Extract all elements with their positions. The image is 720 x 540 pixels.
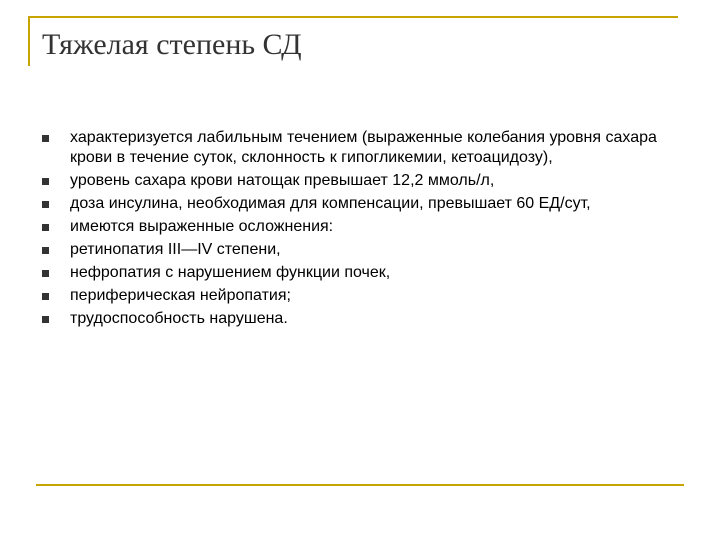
bullet-text: уровень сахара крови натощак превышает 12,2 ммоль/л,	[70, 172, 495, 189]
bullet-item	[0, 286, 690, 306]
square-bullet-icon	[42, 247, 49, 254]
bullet-item	[0, 309, 690, 329]
bullet-text: характеризуется лабильным течением (выраженные колебания уровня сахара крови в течение суток, склонность к гипогликемии, кетоацидозу),	[70, 129, 657, 166]
bullet-item	[0, 171, 690, 191]
bullet-text: периферическая нейропатия;	[70, 287, 291, 304]
bullet-text: имеются выраженные осложнения:	[70, 218, 334, 235]
footer-divider-line	[36, 484, 684, 486]
title-frame-left-line	[28, 16, 30, 66]
bullet-item	[0, 240, 690, 260]
square-bullet-icon	[42, 270, 49, 277]
square-bullet-icon	[42, 201, 49, 208]
square-bullet-icon	[42, 135, 49, 142]
bullet-text: трудоспособность нарушена.	[70, 310, 288, 327]
bullet-text: нефропатия с нарушением функции почек,	[70, 264, 391, 281]
square-bullet-icon	[42, 316, 49, 323]
bullet-item	[0, 194, 690, 214]
square-bullet-icon	[42, 224, 49, 231]
bullet-item	[0, 217, 690, 237]
slide-title: Тяжелая степень СД	[42, 28, 302, 61]
bullet-text: доза инсулина, необходимая для компенсации, превышает 60 ЕД/сут,	[70, 195, 591, 212]
title-frame-top-line	[28, 16, 678, 18]
bullet-item	[0, 128, 690, 168]
bullet-list	[0, 128, 690, 332]
square-bullet-icon	[42, 293, 49, 300]
square-bullet-icon	[42, 178, 49, 185]
bullet-item	[0, 263, 690, 283]
bullet-text: ретинопатия III—IV степени,	[70, 241, 281, 258]
